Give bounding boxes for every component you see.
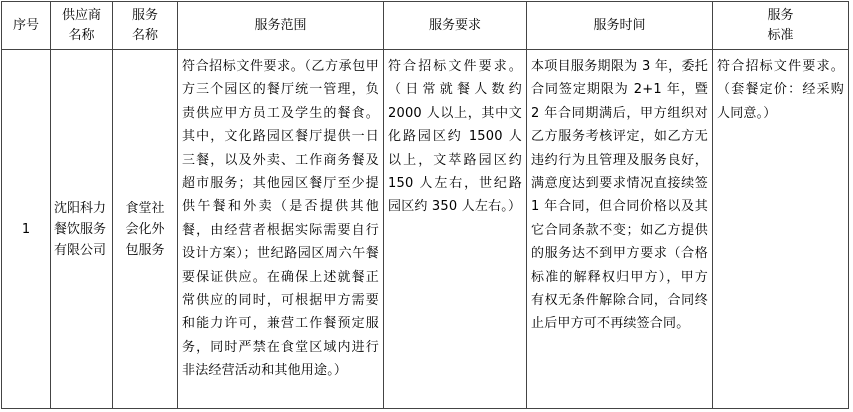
- scope-text: 符合招标文件要求。（乙方承包甲方三个园区的餐厅统一管理，负责供应甲方员工及学生的餐食。其中，文化路园区餐厅提供一日三餐，以及外卖、工作商务餐及超市服务；其他园区餐厅至少提供午餐和外卖（是否提供其他餐，由经营者根据实际需要自行设计方案）；世纪路园区周六午餐要保证供应。在确保上述就餐正常供应的同时，可根据甲方需要和能力许可，兼营工作餐预定服务，同时严禁在食堂区域内进行非法经营活动和其他用途。）: [182, 59, 379, 379]
- cell-service-name: 食堂社 会化外 包服务: [113, 50, 178, 409]
- requirement-text: 符合招标文件要求。（日常就餐人数约 2000 人以上，其中文化路园区约 1500 人以上，文萃路园区约 150 人左右，世纪路园区约 350 人左右。）: [388, 59, 522, 215]
- cell-seq: 1: [2, 50, 51, 409]
- header-row: [2, 2, 849, 50]
- header-supplier: 供应商 名称: [51, 2, 113, 50]
- service-table: [1, 1, 849, 409]
- header-service-name: 服务 名称: [113, 2, 178, 50]
- cell-supplier: 沈阳科力 餐饮服务 有限公司: [51, 50, 113, 409]
- cell-time: [527, 50, 713, 409]
- time-text: 本项目服务期限为 3 年，委托合同签定期限为 2+1 年，暨 2 年合同期满后，甲方组织对乙方服务考核评定，如乙方无违约行为且管理及服务良好，满意度达到要求情况直接续签 1 年合同，但合同价格以及其它合同条款不变；如乙方提供的服务达不到甲方要求（合格标准的解释权归甲方），甲方有权无条件解除合同，合同终止后甲方可不再续签合同。: [531, 59, 708, 332]
- standard-text: 符合招标文件要求。（套餐定价：经采购人同意。）: [717, 59, 844, 121]
- header-standard: 服务 标准: [713, 2, 849, 50]
- header-scope: 服务范围: [178, 2, 384, 50]
- header-requirement: 服务要求: [384, 2, 527, 50]
- cell-standard: [713, 50, 849, 409]
- header-seq: 序号: [2, 2, 51, 50]
- table-row: [2, 50, 849, 409]
- header-time: 服务时间: [527, 2, 713, 50]
- cell-requirement: [384, 50, 527, 409]
- cell-scope: [178, 50, 384, 409]
